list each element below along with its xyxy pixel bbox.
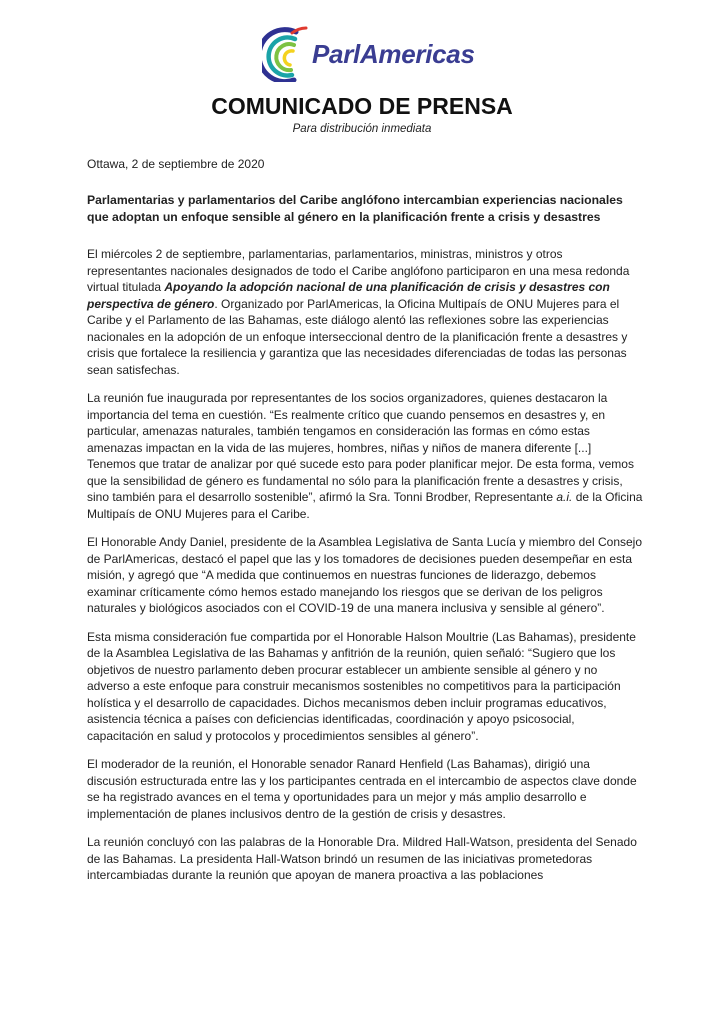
paragraph-5: El moderador de la reunión, el Honorable senador Ranard Henfield (Las Bahamas), dirigió una discusión estructurada entre las y los participantes centrada en el intercambio de aspectos clave donde se ha registrado avances en el tema y oportunidades para un mejor y más amplio desarrollo e implementación de planes inclusivos dentro de la gestión de crisis y desastres.: [87, 757, 637, 821]
headline: Parlamentarias y parlamentarios del Caribe anglófono intercambian experiencias nacionales que adoptan un enfoque sensible al género en la planificación frente a crisis y desastres: [87, 193, 623, 224]
paragraph-4: Esta misma consideración fue compartida por el Honorable Halson Moultrie (Las Bahamas), presidente de la Asamblea Legislativa de las Bahamas y anfitrión de la reunión, quien señaló: “Sugiero que los objetivos de nuestro parlamento deben procurar establecer un ambiente sensible al género y no adverso a este enfoque para construir mecanismos sostenibles no competitivos para la participación holística y el desarrollo de capacidades. Dichos mecanismos deben incluir programas educativos, asistencia técnica a países con deficiencias identificadas, coordinación y apoyo psicosocial, capacitación en salud y protocolos y procedimientos sensibles al género”.: [87, 629, 636, 743]
roundtable-title: Apoyando la adopción nacional de una planificación de crisis y desastres con perspectiva de género: [87, 280, 610, 311]
page-subtitle: Para distribución inmediata: [292, 123, 432, 135]
paragraph-2-end: de la Oficina Multipaís de ONU Mujeres para el Caribe.: [87, 490, 643, 521]
parlamericas-logo: [262, 26, 475, 82]
paragraph-2-text: La reunión fue inaugurada por representantes de los socios organizadores, quienes destacaron la importancia del tema en cuestión. “Es realmente crítico que cuando pensemos en desastres y, en particular, amenazas naturales, también tengamos en consideración las formas en cómo estas amenazas impactan en la vida de las mujeres, hombres, niñas y niños de manera diferente [...] Tenemos que tratar de analizar por qué sucede esto para poder planificar mejor. De esta forma, vemos que la sensibilidad de género es fundamental no sólo para la planificación frente a desastres y crisis, sino también para el desarrollo sostenible”, afirmó la Sra. Tonni Brodber, Representante: [87, 391, 634, 504]
paragraph-1: [87, 246, 643, 378]
paragraph-2: [87, 390, 643, 522]
logo-wordmark: ParlAmericas: [312, 39, 475, 69]
paragraph-6: La reunión concluyó con las palabras de la Honorable Dra. Mildred Hall-Watson, presidenta del Senado de las Bahamas. La presidenta Hall-Watson brindó un resumen de las iniciativas prometedoras intercambiadas durante la reunión que apoyan de manera proactiva a las poblaciones: [87, 835, 637, 882]
dateline: Ottawa, 2 de septiembre de 2020: [87, 157, 265, 171]
paragraph-1-intro: El miércoles 2 de septiembre, parlamentarias, parlamentarios, ministras, ministros y otros representantes nacionales designados de todo el Caribe anglófono participaron en una mesa redonda virtual titulada: [87, 247, 630, 294]
paragraph-2-ai: a.i.: [556, 490, 573, 504]
paragraph-3: El Honorable Andy Daniel, presidente de la Asamblea Legislativa de Santa Lucía y miembro del Consejo de ParlAmericas, destacó el papel que las y los tomadores de decisiones pueden desempeñar en esta misión, y agregó que “A medida que continuemos en nuestras funciones de liderazgo, debemos examinar críticamente cómo hemos estado manejando los riesgos que se derivan de los peligros naturales y biológicos asociados con el COVID-19 de una manera inclusiva y sensible al género”.: [87, 535, 642, 615]
page-title: COMUNICADO DE PRENSA: [211, 93, 513, 119]
paragraph-1-rest: . Organizado por ParlAmericas, la Oficina Multipaís de ONU Mujeres para el Caribe y el Parlamento de las Bahamas, este diálogo alentó las reflexiones sobre las experiencias nacionales en la adopción de un enfoque interseccional dentro de la planificación frente a desastres y crisis que fortalece la resiliencia y garantiza que las necesidades diferenciadas de todas las personas sean satisfechas.: [87, 296, 628, 377]
body-text: [87, 246, 643, 896]
